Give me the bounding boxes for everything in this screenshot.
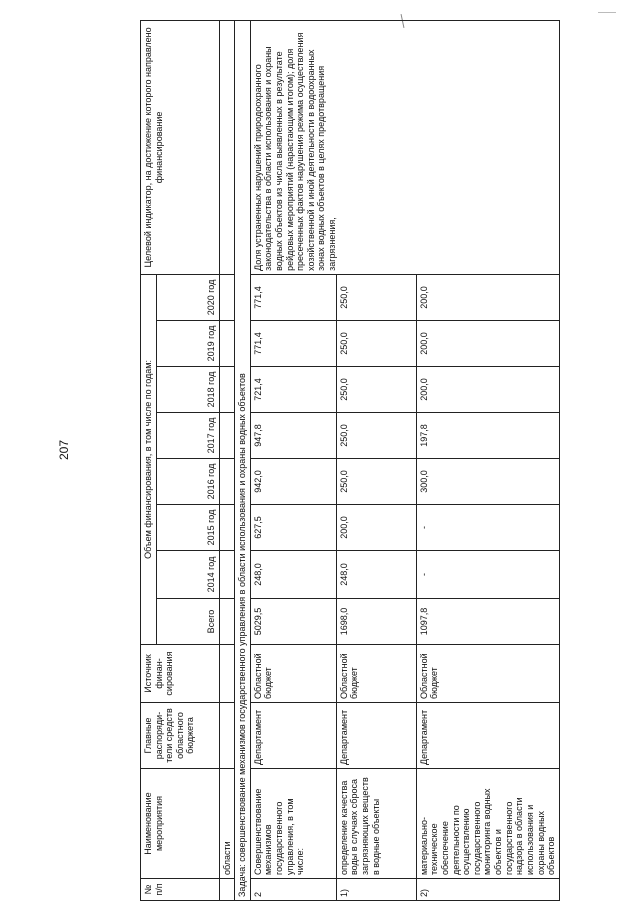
- row-manager: Департамент: [250, 703, 336, 769]
- table-row: [250, 20, 336, 900]
- row-year-value: 200,0: [416, 367, 559, 413]
- row-name: Совершенствование механизмов государственного управления, в том числе:: [250, 769, 336, 879]
- row-year-value: 248,0: [336, 551, 416, 599]
- row-name: определение качества воды в случаях сброса загрязняющих веществ в водные объекты: [336, 769, 416, 879]
- row-no: 2: [250, 879, 336, 901]
- header-managers: Главные распоряди-тели средств областного бюджета: [141, 703, 220, 769]
- row-manager: Департамент: [416, 703, 559, 769]
- header-year: 2016 год: [156, 459, 219, 505]
- rotated-table-page: [140, 27, 557, 901]
- header-year: 2019 год: [156, 321, 219, 367]
- task-cell: Задача: совершенствование механизмов государственного управления в области использования и охраны водных объектов: [235, 20, 251, 900]
- row-year-value: 627,5: [250, 505, 336, 551]
- row-year-value: 248,0: [250, 551, 336, 599]
- row-year-value: 200,0: [336, 505, 416, 551]
- header-year: 2017 год: [156, 413, 219, 459]
- row-name: материально-техническое обеспечение деятельности по осуществлению государственного мониторинга водных объектов и государственного надзора в области использования и охраны водных объектов: [416, 769, 559, 879]
- financing-table: [140, 20, 560, 901]
- row-year-value: -: [416, 551, 559, 599]
- row-year-value: 250,0: [336, 413, 416, 459]
- header-year: 2014 год: [156, 551, 219, 599]
- row-source: Областной бюджет: [416, 645, 559, 703]
- row-source: Областной бюджет: [250, 645, 336, 703]
- row-manager: Департамент: [336, 703, 416, 769]
- row-year-value: 200,0: [416, 274, 559, 320]
- row-year-value: -: [416, 505, 559, 551]
- row-source: Областной бюджет: [336, 645, 416, 703]
- row-year-value: 250,0: [336, 367, 416, 413]
- row-total: 1097,8: [416, 599, 559, 645]
- row-year-value: 250,0: [336, 459, 416, 505]
- row-indicator: [250, 20, 559, 274]
- header-total: Всего: [156, 599, 219, 645]
- row-no: 1): [336, 879, 416, 901]
- scan-dash: [598, 12, 616, 13]
- row-year-value: 250,0: [336, 274, 416, 320]
- page-number: 207: [57, 439, 71, 461]
- row-year-value: 771,4: [250, 321, 336, 367]
- row-year-value: 942,0: [250, 459, 336, 505]
- row-total: 1698,0: [336, 599, 416, 645]
- row-year-value: 197,8: [416, 413, 559, 459]
- row-year-value: 947,8: [250, 413, 336, 459]
- row-no: 2): [416, 879, 559, 901]
- row-year-value: 300,0: [416, 459, 559, 505]
- header-volume: Объем финансирования, в том числе по годам:: [141, 274, 157, 644]
- row-total: 5029,5: [250, 599, 336, 645]
- table-row-region: [219, 20, 235, 900]
- row-year-value: 771,4: [250, 274, 336, 320]
- indicator-text-1: Доля устраненных нарушений природоохранного законодательства в области использования и охраны водных объектов из числа выявленных в результате рейдовых мероприятий (нарастающим итогом);: [252, 46, 295, 271]
- table-row-task: [235, 20, 251, 900]
- indicator-text-2: доля пресеченных фактов нарушения режима осуществления хозяйственной и иной деятельности в водоохранных зонах водных объектов в целях предотвращения загрязнения,: [284, 32, 338, 271]
- row-year-value: 250,0: [336, 321, 416, 367]
- header-year: 2020 год: [156, 274, 219, 320]
- header-year: 2015 год: [156, 505, 219, 551]
- row-year-value: 721,4: [250, 367, 336, 413]
- row-year-value: 200,0: [416, 321, 559, 367]
- header-no: № п/п: [141, 879, 220, 901]
- region-cell: области: [219, 769, 235, 879]
- header-name: Наименование мероприятия: [141, 769, 220, 879]
- header-source: Источник финан-сирования: [141, 645, 220, 703]
- header-indicator: Целевой индикатор, на достижение которого направлено финансирование: [141, 20, 220, 274]
- header-year: 2018 год: [156, 367, 219, 413]
